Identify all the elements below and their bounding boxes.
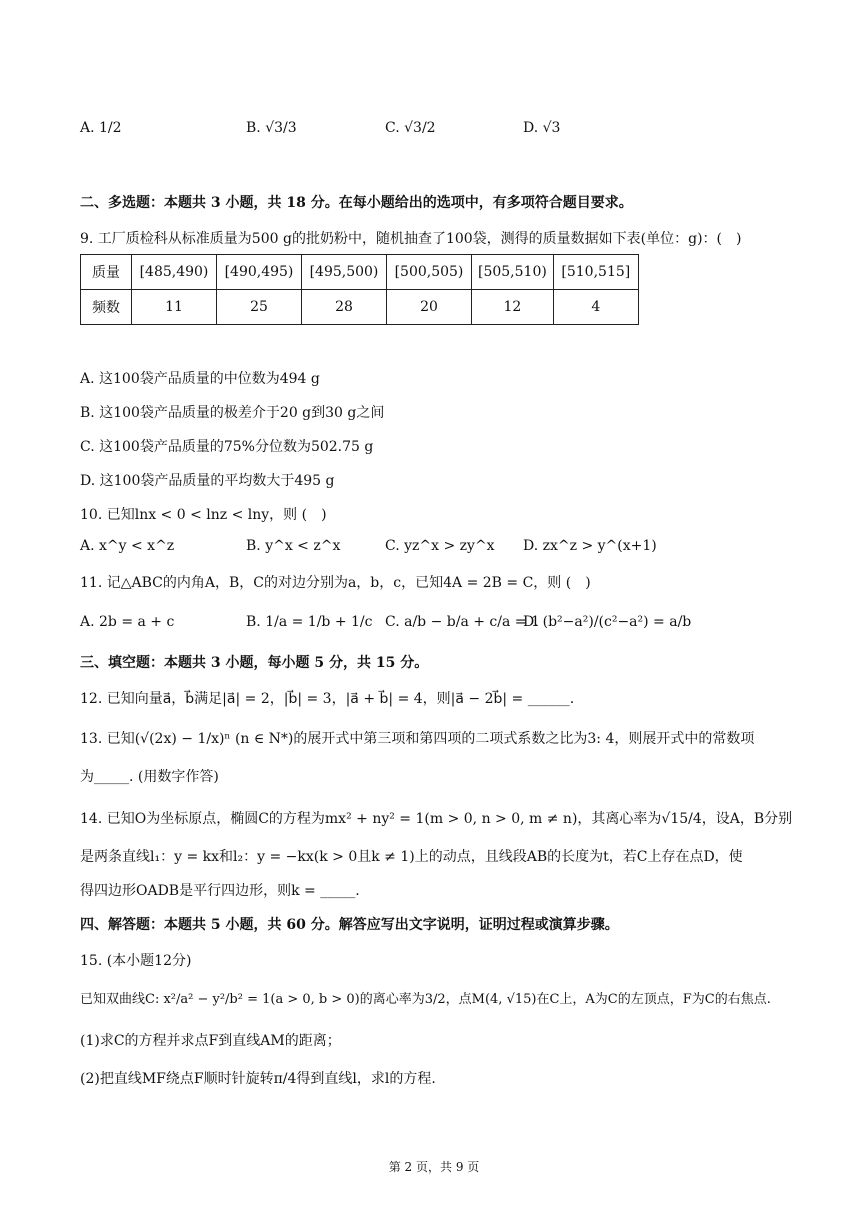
q9-option-d: D. 这100袋产品质量的平均数大于495 g xyxy=(80,473,335,489)
q8-option-b: B. √3/3 xyxy=(246,120,297,136)
q15-title: 15. (本小题12分) xyxy=(80,953,192,969)
table-row xyxy=(81,290,639,325)
q12-stem: 12. 已知向量a⃗，b⃗满足|a⃗| = 2，|b⃗| = 3，|a⃗ + b⃗| = 4，则|a⃗ − 2b⃗| = ______. xyxy=(80,691,575,707)
q11-option-c: C. a/b − b/a + c/a = 1 xyxy=(385,614,540,630)
table-row-label: 质量 xyxy=(81,255,132,290)
q9-option-c: C. 这100袋产品质量的75%分位数为502.75 g xyxy=(80,439,374,455)
table-cell: [495,500) xyxy=(302,255,387,290)
table-cell: [505,510) xyxy=(472,255,554,290)
q8-option-d: D. √3 xyxy=(523,120,561,136)
q14-stem-line-2: 是两条直线l₁：y = kx和l₂：y = −kx(k > 0且k ≠ 1)上的动点，且线段AB的长度为t，若C上存在点D，使 xyxy=(80,849,743,865)
table-cell: 28 xyxy=(302,290,387,325)
table-row xyxy=(81,255,639,290)
q13-stem-line-1: 13. 已知(√(2x) − 1/x)ⁿ (n ∈ N*)的展开式中第三项和第四项的二项式系数之比为3: 4，则展开式中的常数项 xyxy=(80,731,755,747)
q9-option-b: B. 这100袋产品质量的极差介于20 g到30 g之间 xyxy=(80,405,385,421)
page-number-footer: 第 2 页，共 9 页 xyxy=(388,1160,480,1174)
table-cell: 20 xyxy=(387,290,472,325)
q13-stem-line-2: 为_____. (用数字作答) xyxy=(80,769,219,785)
q15-part-2: (2)把直线MF绕点F顺时针旋转π/4得到直线l，求l的方程. xyxy=(80,1071,436,1087)
q11-option-a: A. 2b = a + c xyxy=(80,614,175,630)
q9-stem: 9. 工厂质检科从标准质量为500 g的批奶粉中，随机抽查了100袋，测得的质量数据如下表(单位：g)：( ) xyxy=(80,231,742,247)
q11-stem: 11. 记△ABC的内角A，B，C的对边分别为a，b，c，已知4A = 2B = C，则 ( ) xyxy=(80,575,591,591)
table-cell: 11 xyxy=(132,290,217,325)
q8-option-a: A. 1/2 xyxy=(80,120,122,136)
q10-option-d: D. zx^z > y^(x+1) xyxy=(523,538,657,554)
q10-option-c: C. yz^x > zy^x xyxy=(385,538,495,554)
table-cell: 12 xyxy=(472,290,554,325)
q11-option-d: D. (b²−a²)/(c²−a²) = a/b xyxy=(523,614,692,630)
table-row-label: 频数 xyxy=(81,290,132,325)
q15-part-1: (1)求C的方程并求点F到直线AM的距离； xyxy=(80,1033,341,1049)
section-heading-fill-in: 三、填空题：本题共 3 小题，每小题 5 分，共 15 分。 xyxy=(80,655,429,671)
table-cell: 25 xyxy=(217,290,302,325)
q15-stem: 已知双曲线C: x²/a² − y²/b² = 1(a > 0, b > 0)的离心率为3/2，点M(4, √15)在C上，A为C的左顶点，F为C的右焦点. xyxy=(80,992,771,1007)
table-cell: 4 xyxy=(553,290,638,325)
table-cell: [490,495) xyxy=(217,255,302,290)
table-cell: [510,515] xyxy=(553,255,638,290)
q9-frequency-table xyxy=(80,254,639,325)
table-cell: [485,490) xyxy=(132,255,217,290)
q11-option-b: B. 1/a = 1/b + 1/c xyxy=(246,614,373,630)
q10-option-a: A. x^y < x^z xyxy=(80,538,175,554)
q10-option-b: B. y^x < z^x xyxy=(246,538,341,554)
table-cell: [500,505) xyxy=(387,255,472,290)
q10-stem: 10. 已知lnx < 0 < lnz < lny，则 ( ) xyxy=(80,507,327,523)
q9-option-a: A. 这100袋产品质量的中位数为494 g xyxy=(80,371,320,387)
q14-stem-line-3: 得四边形OADB是平行四边形，则k = _____. xyxy=(80,883,360,899)
section-heading-solutions: 四、解答题：本题共 5 小题，共 60 分。解答应写出文字说明，证明过程或演算步骤。 xyxy=(80,917,619,933)
q14-stem-line-1: 14. 已知O为坐标原点，椭圆C的方程为mx² + ny² = 1(m > 0, n > 0, m ≠ n)，其离心率为√15/4，设A，B分别 xyxy=(80,811,793,827)
section-heading-multiple-choice: 二、多选题：本题共 3 小题，共 18 分。在每小题给出的选项中，有多项符合题目要求。 xyxy=(80,195,633,211)
q8-option-c: C. √3/2 xyxy=(385,120,436,136)
